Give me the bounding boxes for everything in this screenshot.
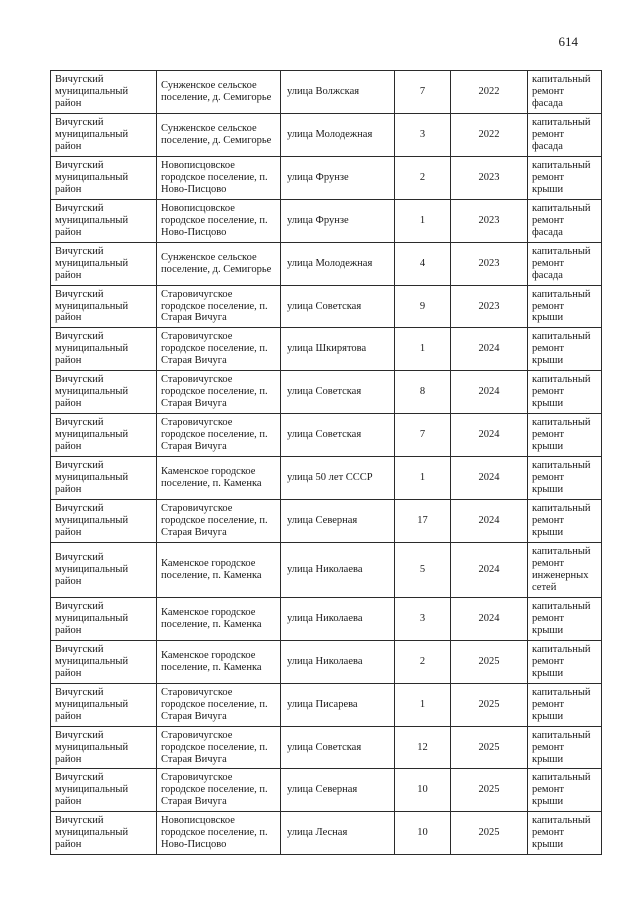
cell-district: Вичугский муниципальный район: [51, 71, 157, 114]
cell-house-number: 10: [395, 812, 451, 855]
cell-house-number: 7: [395, 414, 451, 457]
cell-work-type: капитальный ремонт фасада: [528, 113, 602, 156]
cell-house-number: 12: [395, 726, 451, 769]
cell-street: улица Советская: [281, 414, 395, 457]
cell-house-number: 7: [395, 71, 451, 114]
cell-house-number: 4: [395, 242, 451, 285]
cell-house-number: 3: [395, 113, 451, 156]
cell-settlement: Каменское городское поселение, п. Каменка: [157, 597, 281, 640]
table-row: [51, 542, 602, 597]
cell-settlement: Каменское городское поселение, п. Каменка: [157, 542, 281, 597]
table-row: [51, 242, 602, 285]
cell-district: Вичугский муниципальный район: [51, 371, 157, 414]
cell-district: Вичугский муниципальный район: [51, 542, 157, 597]
table-row: [51, 414, 602, 457]
cell-year: 2025: [451, 812, 528, 855]
table-body: [51, 71, 602, 855]
cell-house-number: 5: [395, 542, 451, 597]
cell-work-type: капитальный ремонт фасада: [528, 199, 602, 242]
cell-year: 2025: [451, 640, 528, 683]
cell-street: улица 50 лет СССР: [281, 457, 395, 500]
cell-year: 2023: [451, 199, 528, 242]
table-row: [51, 199, 602, 242]
cell-work-type: капитальный ремонт крыши: [528, 726, 602, 769]
cell-street: улица Николаева: [281, 597, 395, 640]
table-row: [51, 156, 602, 199]
table-row: [51, 683, 602, 726]
cell-year: 2024: [451, 371, 528, 414]
cell-year: 2024: [451, 414, 528, 457]
cell-district: Вичугский муниципальный район: [51, 683, 157, 726]
cell-district: Вичугский муниципальный район: [51, 199, 157, 242]
table-row: [51, 328, 602, 371]
page-number: 614: [558, 34, 578, 49]
cell-street: улица Николаева: [281, 640, 395, 683]
cell-district: Вичугский муниципальный район: [51, 500, 157, 543]
cell-district: Вичугский муниципальный район: [51, 597, 157, 640]
cell-settlement: Сунженское сельское поселение, д. Семигорье: [157, 242, 281, 285]
cell-district: Вичугский муниципальный район: [51, 285, 157, 328]
cell-house-number: 9: [395, 285, 451, 328]
cell-settlement: Старовичугское городское поселение, п. Старая Вичуга: [157, 683, 281, 726]
cell-settlement: Старовичугское городское поселение, п. Старая Вичуга: [157, 328, 281, 371]
cell-street: улица Советская: [281, 285, 395, 328]
cell-work-type: капитальный ремонт крыши: [528, 414, 602, 457]
cell-house-number: 10: [395, 769, 451, 812]
cell-work-type: капитальный ремонт фасада: [528, 242, 602, 285]
cell-year: 2023: [451, 242, 528, 285]
cell-street: улица Лесная: [281, 812, 395, 855]
cell-district: Вичугский муниципальный район: [51, 113, 157, 156]
cell-house-number: 1: [395, 683, 451, 726]
cell-year: 2025: [451, 683, 528, 726]
cell-street: улица Николаева: [281, 542, 395, 597]
cell-street: улица Советская: [281, 371, 395, 414]
table-row: [51, 113, 602, 156]
cell-house-number: 17: [395, 500, 451, 543]
cell-settlement: Сунженское сельское поселение, д. Семигорье: [157, 71, 281, 114]
cell-street: улица Советская: [281, 726, 395, 769]
table-row: [51, 371, 602, 414]
cell-house-number: 8: [395, 371, 451, 414]
cell-settlement: Старовичугское городское поселение, п. Старая Вичуга: [157, 726, 281, 769]
cell-work-type: капитальный ремонт крыши: [528, 683, 602, 726]
cell-settlement: Старовичугское городское поселение, п. Старая Вичуга: [157, 769, 281, 812]
cell-street: улица Шкирятова: [281, 328, 395, 371]
cell-year: 2024: [451, 500, 528, 543]
cell-work-type: капитальный ремонт крыши: [528, 285, 602, 328]
table-row: [51, 597, 602, 640]
table-row: [51, 285, 602, 328]
cell-work-type: капитальный ремонт инженерных сетей: [528, 542, 602, 597]
cell-year: 2024: [451, 542, 528, 597]
table-row: [51, 640, 602, 683]
cell-district: Вичугский муниципальный район: [51, 726, 157, 769]
cell-district: Вичугский муниципальный район: [51, 640, 157, 683]
cell-work-type: капитальный ремонт крыши: [528, 812, 602, 855]
cell-district: Вичугский муниципальный район: [51, 328, 157, 371]
cell-year: 2024: [451, 597, 528, 640]
cell-settlement: Старовичугское городское поселение, п. Старая Вичуга: [157, 285, 281, 328]
cell-work-type: капитальный ремонт крыши: [528, 371, 602, 414]
cell-settlement: Сунженское сельское поселение, д. Семигорье: [157, 113, 281, 156]
cell-year: 2025: [451, 726, 528, 769]
cell-settlement: Новописцовское городское поселение, п. Ново-Писцово: [157, 199, 281, 242]
cell-settlement: Новописцовское городское поселение, п. Ново-Писцово: [157, 156, 281, 199]
cell-work-type: капитальный ремонт крыши: [528, 640, 602, 683]
cell-year: 2024: [451, 328, 528, 371]
cell-district: Вичугский муниципальный район: [51, 812, 157, 855]
cell-district: Вичугский муниципальный район: [51, 457, 157, 500]
cell-house-number: 2: [395, 640, 451, 683]
cell-work-type: капитальный ремонт крыши: [528, 500, 602, 543]
cell-district: Вичугский муниципальный район: [51, 156, 157, 199]
cell-street: улица Молодежная: [281, 242, 395, 285]
table-row: [51, 726, 602, 769]
cell-settlement: Старовичугское городское поселение, п. Старая Вичуга: [157, 371, 281, 414]
cell-year: 2022: [451, 113, 528, 156]
cell-year: 2023: [451, 285, 528, 328]
cell-district: Вичугский муниципальный район: [51, 769, 157, 812]
table-row: [51, 812, 602, 855]
cell-settlement: Старовичугское городское поселение, п. Старая Вичуга: [157, 414, 281, 457]
cell-house-number: 3: [395, 597, 451, 640]
cell-year: 2022: [451, 71, 528, 114]
cell-district: Вичугский муниципальный район: [51, 414, 157, 457]
cell-house-number: 1: [395, 328, 451, 371]
cell-work-type: капитальный ремонт крыши: [528, 597, 602, 640]
cell-street: улица Северная: [281, 500, 395, 543]
cell-house-number: 2: [395, 156, 451, 199]
cell-street: улица Молодежная: [281, 113, 395, 156]
cell-year: 2023: [451, 156, 528, 199]
cell-district: Вичугский муниципальный район: [51, 242, 157, 285]
cell-work-type: капитальный ремонт крыши: [528, 328, 602, 371]
cell-work-type: капитальный ремонт фасада: [528, 71, 602, 114]
table-row: [51, 500, 602, 543]
repair-schedule-table: [50, 70, 602, 855]
table-row: [51, 769, 602, 812]
cell-work-type: капитальный ремонт крыши: [528, 156, 602, 199]
cell-street: улица Северная: [281, 769, 395, 812]
cell-year: 2024: [451, 457, 528, 500]
cell-settlement: Каменское городское поселение, п. Каменка: [157, 457, 281, 500]
cell-street: улица Волжская: [281, 71, 395, 114]
table-row: [51, 71, 602, 114]
cell-settlement: Старовичугское городское поселение, п. Старая Вичуга: [157, 500, 281, 543]
cell-street: улица Фрунзе: [281, 156, 395, 199]
cell-street: улица Писарева: [281, 683, 395, 726]
cell-settlement: Новописцовское городское поселение, п. Ново-Писцово: [157, 812, 281, 855]
cell-work-type: капитальный ремонт крыши: [528, 769, 602, 812]
cell-street: улица Фрунзе: [281, 199, 395, 242]
cell-house-number: 1: [395, 457, 451, 500]
cell-house-number: 1: [395, 199, 451, 242]
cell-settlement: Каменское городское поселение, п. Каменка: [157, 640, 281, 683]
cell-work-type: капитальный ремонт крыши: [528, 457, 602, 500]
cell-year: 2025: [451, 769, 528, 812]
table-row: [51, 457, 602, 500]
